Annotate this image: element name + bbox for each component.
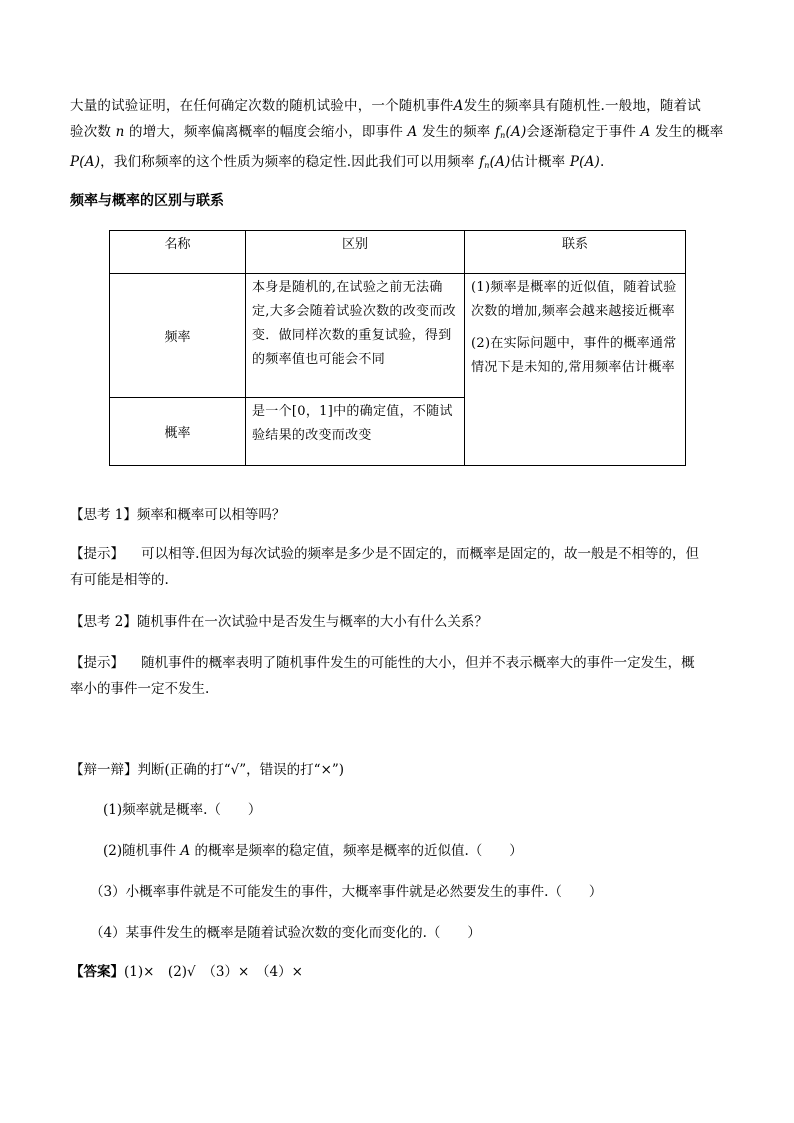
think-label: 【思考 2】	[70, 614, 137, 630]
judge-answer	[70, 959, 303, 985]
hint-text: 有可能是相等的.	[70, 572, 169, 588]
judge-item-text: (1)频率就是概率.（ ）	[103, 802, 262, 818]
relation-2: (2)在实际问题中，事件的概率通常情况下是未知的,常用频率估计概率	[471, 336, 677, 375]
judge-item-text: （4）某事件发生的概率是随着试验次数的变化而变化的.（ ）	[90, 925, 481, 941]
freq-sub: n	[500, 131, 506, 140]
freq-f: f	[494, 124, 501, 140]
freq-arg: (A)	[489, 154, 511, 170]
freq-f: f	[479, 154, 485, 170]
row-name-frequency: 频率	[110, 274, 246, 398]
judge-text: 判断(正确的打“√”，错误的打“×”)	[137, 762, 345, 778]
think2-hint	[70, 650, 730, 702]
text: 会逐渐稳定于事件	[526, 124, 637, 140]
intro-line-1	[70, 93, 725, 119]
prob-pa: P(A)	[569, 154, 600, 170]
var-n: n	[115, 124, 125, 140]
text: 发生的频率	[421, 124, 491, 140]
header-difference: 区别	[246, 231, 465, 274]
hint-text: 率小的事件一定不发生.	[70, 681, 210, 697]
text: 的增大，频率偏离概率的幅度会缩小，即事件	[129, 124, 404, 140]
text: 验次数	[70, 124, 112, 140]
text: 发生的频率具有随机性.一般地，随着试	[463, 98, 701, 114]
think2-question	[70, 609, 488, 635]
row-diff-probability	[246, 398, 465, 466]
hint-label: 【提示】	[70, 546, 124, 562]
judge-label: 【辩一辩】	[70, 762, 138, 778]
think1-question	[70, 502, 285, 528]
freq-arg: (A)	[505, 124, 527, 140]
freq-sub: n	[484, 161, 490, 170]
cell-text: 是一个[0，1]中的确定值，不随试验结果的改变而改变	[252, 404, 453, 443]
table-header-row	[110, 231, 686, 274]
intro-line-3	[70, 149, 725, 179]
row-diff-frequency	[246, 274, 465, 398]
header-name: 名称	[110, 231, 246, 274]
relation-cell	[465, 274, 686, 466]
var-a: A	[640, 124, 651, 140]
intro-paragraph	[70, 93, 725, 179]
think1-hint	[70, 541, 730, 593]
judge-item-4	[90, 920, 481, 946]
text: 大量的试验证明，在任何确定次数的随机试验中，一个随机事件	[70, 98, 454, 114]
text: ，我们称频率的这个性质为频率的稳定性.因此我们可以用频率	[100, 154, 475, 170]
relation-1: (1)频率是概率的近似值，随着试验次数的增加,频率会越来越接近概率	[471, 280, 677, 319]
judge-item-text: 的概率是频率的稳定值，频率是概率的近似值.（ ）	[194, 843, 523, 859]
header-relation: 联系	[465, 231, 686, 274]
text: 发生的概率	[654, 124, 724, 140]
text: .	[600, 154, 605, 170]
section-heading: 频率与概率的区别与联系	[70, 193, 224, 209]
answer-text: (1)× (2)√ （3）× （4）×	[124, 964, 303, 980]
prob-pa: P(A)	[70, 154, 101, 170]
hint-label: 【提示】	[70, 655, 124, 671]
judge-item-text: (2)随机事件	[103, 843, 177, 859]
var-a: A	[453, 98, 464, 114]
table-row	[110, 274, 686, 398]
hint-text: 随机事件的概率表明了随机事件发生的可能性的大小，但并不表示概率大的事件一定发生，概	[141, 655, 695, 671]
row-name-probability: 概率	[110, 398, 246, 466]
judge-item-1	[103, 797, 261, 823]
think-text: 频率和概率可以相等吗？	[136, 507, 286, 523]
comparison-table	[109, 230, 686, 466]
hint-text: 可以相等.但因为每次试验的频率是多少是不固定的，而概率是固定的，故一般是不相等的，但	[141, 546, 699, 562]
judge-item-2	[103, 838, 523, 864]
answer-label: 【答案】	[70, 964, 124, 980]
think-label: 【思考 1】	[70, 507, 137, 523]
var-a: A	[407, 124, 418, 140]
judge-item-text: （3）小概率事件就是不可能发生的事件，大概率事件就是必然要发生的事件.（ ）	[90, 884, 603, 900]
text: 估计概率	[510, 154, 566, 170]
intro-line-2	[70, 119, 725, 149]
judge-intro	[70, 757, 344, 783]
var-a: A	[180, 843, 191, 859]
think-text: 随机事件在一次试验中是否发生与概率的大小有什么关系？	[136, 614, 488, 630]
judge-item-3	[90, 879, 602, 905]
cell-text: 本身是随机的,在试验之前无法确定,大多会随着试验次数的改变而改变．做同样次数的重复试验，得到的频率值也可能会不同	[252, 280, 456, 367]
